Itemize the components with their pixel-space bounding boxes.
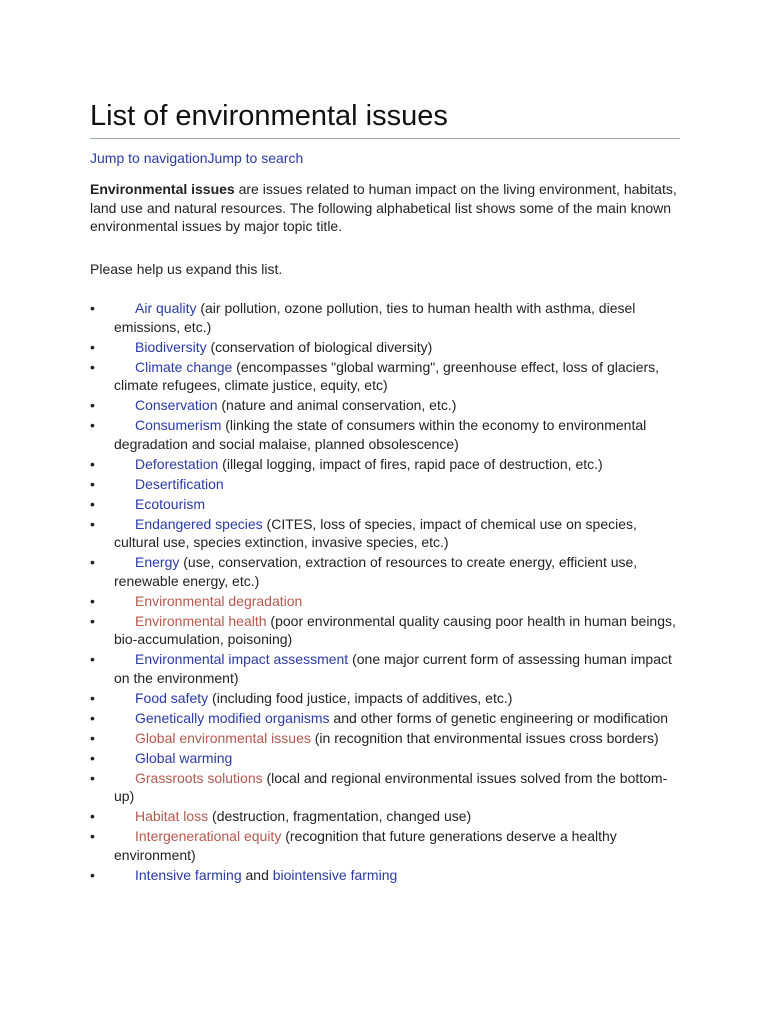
bullet-icon: • [90, 749, 95, 766]
issue-link[interactable]: Food safety [135, 689, 209, 706]
list-item [90, 807, 680, 826]
issue-link[interactable]: Environmental health [135, 612, 267, 629]
list-item [90, 358, 680, 395]
bullet-icon: • [90, 769, 95, 786]
issue-description: (conservation of biological diversity) [206, 338, 433, 355]
issue-link[interactable]: Air quality [135, 300, 197, 316]
jump-to-navigation-link[interactable]: Jump to navigation [90, 150, 208, 166]
bullet-icon: • [90, 397, 95, 413]
bullet-icon: • [90, 515, 95, 532]
issue-description: (recognition that future generations deserve a healthy environment) [114, 828, 617, 863]
list-item [90, 416, 680, 453]
issue-link[interactable]: Endangered species [135, 515, 263, 532]
list-item [90, 612, 680, 649]
bullet-icon: • [90, 592, 95, 609]
bullet-icon: • [90, 828, 95, 844]
bullet-icon: • [90, 358, 95, 375]
issue-link[interactable]: Habitat loss [135, 808, 209, 824]
issue-description: (poor environmental quality causing poor health in human beings, bio-accumulation, poisoning) [114, 612, 676, 647]
bullet-icon: • [90, 300, 95, 316]
issue-link[interactable]: Conservation [135, 397, 218, 413]
list-item [90, 475, 680, 494]
issue-link[interactable]: Biodiversity [135, 338, 207, 355]
issue-link[interactable]: Consumerism [135, 417, 222, 433]
issue-description: (air pollution, ozone pollution, ties to human health with asthma, diesel emissions, etc.) [114, 300, 636, 335]
jump-links [90, 149, 680, 167]
bullet-icon: • [90, 729, 95, 746]
intro-paragraph [90, 180, 680, 236]
issue-description: (including food justice, impacts of additives, etc.) [208, 689, 513, 706]
issue-description: (nature and animal conservation, etc.) [217, 397, 457, 413]
issue-link[interactable]: Ecotourism [135, 495, 206, 512]
page-title: List of environmental issues [90, 98, 680, 139]
list-item [90, 827, 680, 864]
issues-list [90, 299, 680, 884]
issue-description: (illegal logging, impact of fires, rapid pace of destruction, etc.) [218, 455, 603, 472]
bullet-icon: • [90, 554, 95, 570]
issue-description: (encompasses "global warming", greenhouse effect, loss of glaciers, climate refugees, climate justice, equity, etc) [114, 358, 660, 393]
bullet-icon: • [90, 808, 95, 824]
issue-description: and [241, 866, 273, 883]
list-item [90, 689, 680, 708]
intro-text: are issues related to human impact on the living environment, habitats, land use and natural resources. The following alphabetical list shows some of the main known environmental issues by major topic title. [90, 181, 677, 234]
list-item [90, 396, 680, 415]
issue-link[interactable]: Grassroots solutions [135, 769, 263, 786]
bullet-icon: • [90, 651, 95, 667]
issue-link[interactable]: Environmental degradation [135, 592, 303, 609]
list-item [90, 592, 680, 611]
list-item [90, 729, 680, 748]
bullet-icon: • [90, 689, 95, 706]
issue-link[interactable]: Genetically modified organisms [135, 709, 330, 726]
issue-description: (destruction, fragmentation, changed use) [208, 808, 472, 824]
issue-link[interactable]: Deforestation [135, 455, 219, 472]
jump-to-search-link[interactable]: Jump to search [207, 150, 304, 166]
bullet-icon: • [90, 709, 95, 726]
issue-link[interactable]: Environmental impact assessment [135, 651, 349, 667]
list-item [90, 650, 680, 687]
issue-link[interactable]: Climate change [135, 358, 233, 375]
issue-link[interactable]: Desertification [135, 475, 224, 492]
bullet-icon: • [90, 495, 95, 512]
bullet-icon: • [90, 612, 95, 629]
issue-description: (local and regional environmental issues solved from the bottom-up) [114, 769, 668, 804]
issue-link[interactable]: Intensive farming [135, 866, 242, 883]
article-content [90, 98, 680, 886]
issue-description: (one major current form of assessing human impact on the environment) [114, 651, 672, 686]
bullet-icon: • [90, 455, 95, 472]
list-item [90, 769, 680, 806]
list-item [90, 709, 680, 728]
intro-bold-term: Environmental issues [90, 181, 235, 197]
issue-description: (CITES, loss of species, impact of chemical use on species, cultural use, species extinction, invasive species, etc.) [114, 515, 637, 550]
list-item [90, 866, 680, 885]
issue-description: (use, conservation, extraction of resources to create energy, efficient use, renewable energy, etc.) [114, 554, 638, 589]
list-item [90, 495, 680, 514]
list-item [90, 338, 680, 357]
issue-link[interactable]: Intergenerational equity [135, 828, 282, 844]
issue-description: (linking the state of consumers within the economy to environmental degradation and social malaise, planned obsolescence) [114, 417, 647, 452]
issue-description: and other forms of genetic engineering or modification [329, 709, 669, 726]
bullet-icon: • [90, 417, 95, 433]
list-item [90, 515, 680, 552]
issue-link[interactable]: Global warming [135, 749, 233, 766]
list-item [90, 749, 680, 768]
list-item [90, 455, 680, 474]
bullet-icon: • [90, 475, 95, 492]
bullet-icon: • [90, 866, 95, 883]
issue-link[interactable]: Global environmental issues [135, 729, 311, 746]
bullet-icon: • [90, 338, 95, 355]
issue-description: (in recognition that environmental issues cross borders) [310, 729, 659, 746]
issue-link-secondary[interactable]: biointensive farming [272, 866, 398, 883]
list-item [90, 299, 680, 336]
list-item [90, 553, 680, 590]
help-text: Please help us expand this list. [90, 260, 283, 277]
issue-link[interactable]: Energy [135, 554, 180, 570]
